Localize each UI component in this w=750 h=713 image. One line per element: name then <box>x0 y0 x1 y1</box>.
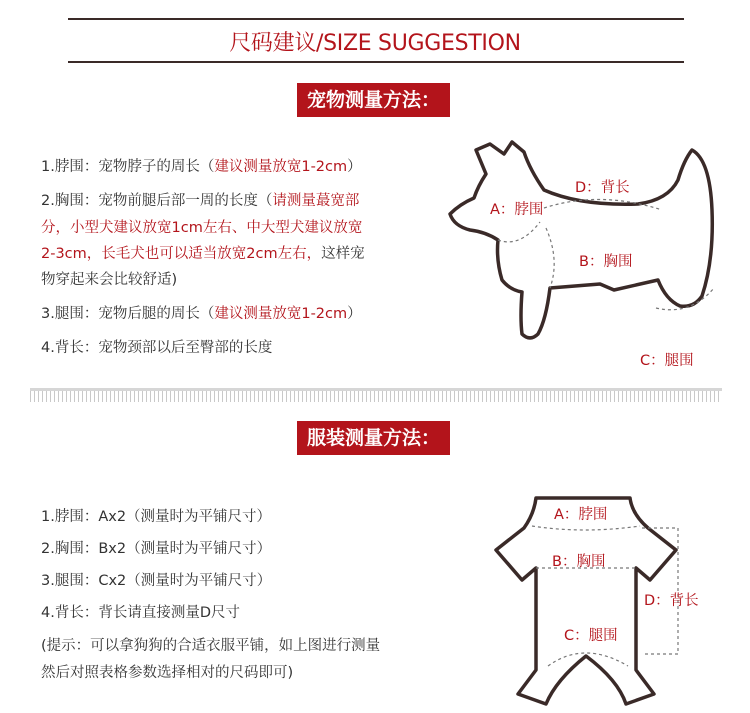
garment-section-heading: 服装测量方法： <box>297 421 450 455</box>
dog-back-label: D：背长 <box>575 180 630 196</box>
dog-outline <box>450 142 712 338</box>
chest-measure-line <box>546 228 554 288</box>
garment-leg-line: 3.腿围：Cx2（测量时为平铺尺寸） <box>41 573 272 589</box>
pet-section-heading: 宠物测量方法： <box>297 83 450 117</box>
dog-chest-label: B：胸围 <box>579 254 633 270</box>
pet-chest-label: 2.胸围：宠物前腿后部一周的长度（ <box>41 193 273 209</box>
pet-chest-note-2: 分，小型犬建议放宽1cm左右、中大型犬建议放宽 <box>41 220 363 236</box>
top-divider <box>68 18 684 20</box>
pet-leg-line <box>41 302 362 323</box>
garment-chest-label: B：胸围 <box>552 554 606 570</box>
garment-tip-line-2: 然后对照表格参数选择相对的尺码即可) <box>41 665 294 681</box>
pet-neck-label: 1.脖围：宠物脖子的周长（ <box>41 159 215 175</box>
pet-leg-label: 3.腿围：宠物后腿的周长（ <box>41 306 215 322</box>
page-title: 尺码建议/SIZE SUGGESTION <box>229 31 521 56</box>
garment-diagram <box>488 490 718 710</box>
pet-chest-note-3a: 2-3cm，长毛犬也可以适当放宽2cm左右， <box>41 246 322 262</box>
neck-measure-line <box>498 222 540 242</box>
dog-leg-label: C：腿围 <box>640 353 694 369</box>
pet-leg-end: ） <box>347 306 362 322</box>
bottom-divider <box>68 61 684 63</box>
pet-chest-line-3 <box>41 242 365 263</box>
pet-neck-end: ） <box>347 159 362 175</box>
garment-neck-label: A：脖围 <box>554 507 608 523</box>
pet-leg-note: 建议测量放宽1-2cm <box>214 306 348 322</box>
garment-leg-label: C：腿围 <box>564 628 618 644</box>
garment-back-label: D：背长 <box>644 593 699 609</box>
dog-diagram <box>440 130 730 380</box>
pet-neck-note: 建议测量放宽1-2cm <box>214 159 348 175</box>
pet-chest-line-1 <box>41 189 359 210</box>
pet-back-line: 4.背长：宠物颈部以后至臀部的长度 <box>41 340 273 356</box>
pet-chest-note-3b: 这样宠 <box>321 246 365 262</box>
garment-neck-curve <box>532 526 640 530</box>
pet-chest-note-1: 请测量蕞宽部 <box>272 193 360 209</box>
garment-chest-line: 2.胸围：Bx2（测量时为平铺尺寸） <box>41 541 272 557</box>
garment-neck-line: 1.脖围：Ax2（测量时为平铺尺寸） <box>41 509 272 525</box>
garment-tip-line-1: (提示：可以拿狗狗的合适衣服平铺，如上图进行测量 <box>41 638 381 654</box>
garment-back-line: 4.背长：背长请直接测量D尺寸 <box>41 605 240 621</box>
dog-neck-label: A：脖围 <box>490 202 544 218</box>
ruler-divider <box>30 388 722 402</box>
pet-neck-line <box>41 155 362 176</box>
pet-chest-end: 物穿起来会比较舒适) <box>41 272 178 288</box>
